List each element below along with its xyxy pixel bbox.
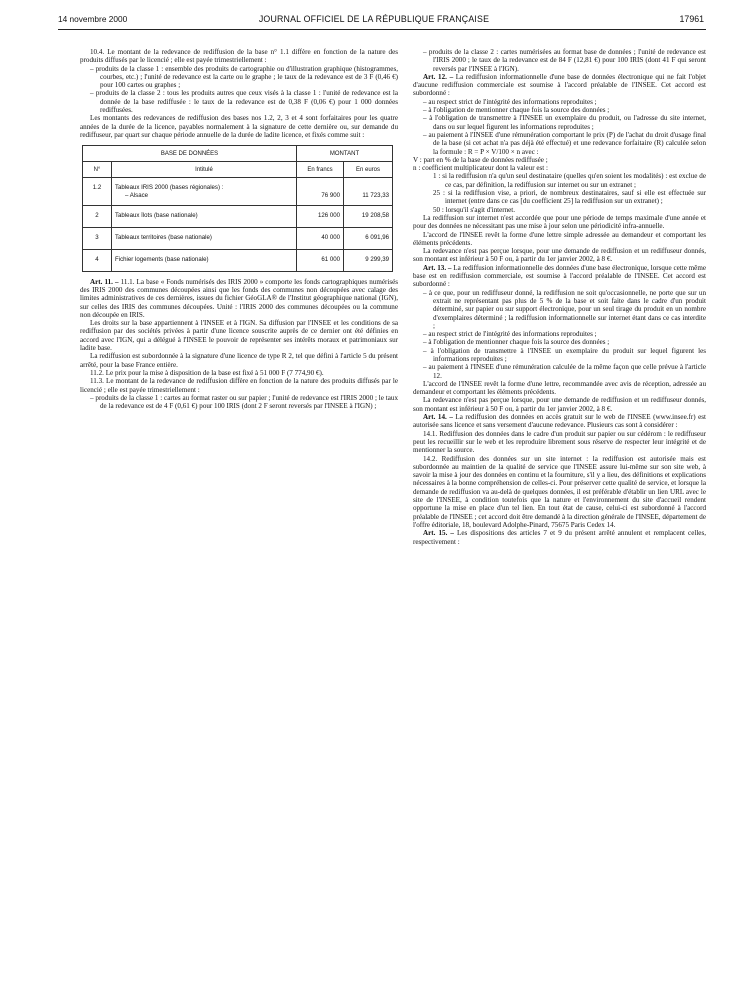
list-item: 25 : si la rediffusion vise, a priori, de nombreux destinataires, sauf si elle est effectuée sur internet (entre dans ce cas [du coefficient 25] la rediffusion sur un extranet) ; [433,189,706,206]
row-no: 2 [83,205,112,227]
row-euros: 19 208,58 [344,205,393,227]
page-header [0,14,748,28]
list-item: – au respect strict de l'intégrité des informations reproduites ; [423,330,597,339]
region-name: – Alsace [125,192,149,200]
paragraph: La redevance n'est pas perçue lorsque, pour une demande de rediffusion et un rediffuseur donnés, son montant est inférieur à 50 F ou, à partir du 1er janvier 2002, à 8 €. [413,396,706,413]
list-item: – produits de la classe 1 : ensemble des produits de cartographie ou d'illustration graphique (histogrammes, courbes, etc.) ; l'unité de redevance est la carte ou le graphe ; le taux de la redevance est de 3 F (0,46 €) pour 100 cartes ou graphes ; [90,64,398,90]
list-item: – à ce que, pour un rediffuseur donné, la rediffusion ne soit qu'occasionnelle, ne porte que sur un extrait ne représentant pas plus de 5 % de la base et soit faite dans le cadre d'un produit déterminé, sur papier ou sur support électronique, pour un seul tirage du produit en un nombre d'exemplaires déterminé ; la rediffusion informationnelle sur internet étant dans ce cas interdite ; [423,288,706,330]
row-no: 4 [83,249,112,271]
paragraph: 11.1. La base « Fonds numérisés des IRIS 2000 » comporte les fonds cartographiques numérisés des IRIS 2000 des communes découpées ainsi que les fonds des communes non découpées avec calage des limites administratives de ces dernières, issues du fichier GéoGLA® de l'Institut géographique national (IGN), sur celles des IRIS des communes découpées. Unité : l'IRIS 2000 des communes découpées ou la commune non découpée en IRIS. [80,277,398,319]
list-item: 50 : lorsqu'il s'agit d'internet. [433,205,516,214]
region-euros [347,192,389,200]
row-title: Tableaux îlots (base nationale) [112,205,297,227]
article-14-heading: Art. 14. – [423,413,453,422]
row-title: Tableaux territoires (base nationale) [112,227,297,249]
paragraph: 11.2. Le prix pour la mise à disposition de la base est fixé à 51 000 F (7 774,90 €). [90,368,324,377]
page-number: 17961 [679,14,704,24]
paragraph: 14.1. Rediffusion des données dans le cadre d'un produit sur papier ou sur cédérom : le rediffuseur peut les recueillir sur le web et les reproduire librement sous réserve de respecter leur intégrité et de mentionner la source. [413,429,706,455]
list-item: – produits de la classe 2 : cartes numérisées au format base de données ; l'unité de redevance est l'IRIS 2000 ; le taux de la redevance est de 84 F (12,81 €) pour 100 IRIS (dont 41 F qui seront reversés par l'INSEE à l'IGN). [423,48,706,73]
list-item: – à l'obligation de mentionner chaque fois la source des données ; [423,106,610,115]
list-item: – au paiement à l'INSEE d'une rémunération calculée de la même façon que celle prévue à l'article 12. [423,363,706,380]
list-item: – à l'obligation de transmettre à l'INSEE un exemplaire du produit sur lequel figurent les informations reproduites ; [423,346,706,363]
col-header-euros: En euros [344,162,393,178]
row-francs: 126 000 [297,205,344,227]
paragraph: L'accord de l'INSEE revêt la forme d'une lettre, recommandée avec avis de réception, adressée au demandeur et comportant les éléments précédents. [413,379,706,397]
row-no: 1.2 [83,178,112,205]
list-item: – produits de la classe 2 : tous les produits autres que ceux visés à la classe 1 : l'unité de redevance est la donnée de la base rediffusée : le taux de la redevance est de 0,38 F (0,06 €) pour 1 000 données rediffusées. [90,89,398,115]
paragraph: Les droits sur la base appartiennent à l'INSEE et à l'IGN. Sa diffusion par l'INSEE et les conditions de sa rediffusion par des sociétés privées à partir d'une licence souscrite auprès de ce dernier ont été définies en accord avec l'IGN, qui a délégué à l'INSEE le pouvoir de représenter ses intérêts moraux et patrimoniaux sur ladite base. [80,319,398,353]
row-francs: 40 000 [297,227,344,249]
list-item: – à l'obligation de mentionner chaque fois la source des données ; [423,338,610,347]
article-15-heading: Art. 15. – [423,529,454,538]
row-euros: 9 299,39 [344,249,393,271]
table-header-montant: MONTANT [297,146,393,162]
col-header-francs: En francs [297,162,344,178]
article-13-heading: Art. 13. – [423,263,452,272]
paragraph: n : coefficient multiplicateur dont la valeur est : [413,164,548,173]
left-column [80,48,398,410]
region-francs-value: 76 900 [321,192,340,200]
journal-title: JOURNAL OFFICIEL DE LA RÉPUBLIQUE FRANÇAISE [258,14,490,24]
paragraph: La rediffusion est subordonnée à la signature d'une licence de type R 2, tel que défini à l'article 5 du présent arrêté, pour la base France entière. [80,352,398,369]
list-item: – à l'obligation de transmettre à l'INSEE un exemplaire du produit, ou l'adresse du site internet, dans ou sur lequel figurent les informations reproduites ; [423,114,706,131]
row-francs: 61 000 [297,249,344,271]
row-no: 3 [83,227,112,249]
paragraph: V : part en % de la base de données rediffusée ; [413,155,548,164]
region-names [115,192,293,200]
table-row [83,205,393,227]
paragraph: 11.3. Le montant de la redevance de rediffusion diffère en fonction de la nature des produits diffusés par le licencié ; elle est payée trimestriellement : [80,377,398,394]
header-rule [58,29,706,30]
paragraph: 10.4. Le montant de la redevance de rediffusion de la base n° 1.1 diffère en fonction de la nature des produits diffusés par le licencié ; elle est payée trimestriellement : [80,48,398,65]
table-row [83,178,393,205]
list-item: – au respect strict de l'intégrité des informations reproduites ; [423,97,597,106]
list-item: – au paiement à l'INSEE d'une rémunération comportant le prix (P) de l'achat du droit d'usage final de la base (si cet achat n'a pas déjà été effectué) et une redevance forfaitaire (R) calculée selon la formule : R = P × V/100 × n avec : [423,130,706,156]
region-euros-value: 11 723,33 [362,192,389,200]
article-12-heading: Art. 12. – [423,72,454,81]
region-francs [300,192,340,200]
col-header-intitule: Intitulé [112,162,297,178]
fees-table [82,145,393,271]
right-column [413,48,706,546]
table-row [83,227,393,249]
list-item: 1 : si la rediffusion n'a qu'un seul destinataire (quelles qu'en soient les modalités) : est exclue de ce cas, par définition, la rediffusion sur internet ou sur un extranet ; [433,172,706,189]
table-header-base: BASE DE DONNÉES [83,146,297,162]
article-11-heading: Art. 11. – [90,277,119,286]
paragraph: 14.2. Rediffusion des données sur un site internet : la rediffusion est autorisée mais est subordonnée au maintien de la qualité de service que l'INSEE assure lui-même sur son site web, à savoir la mise à jour des données en continu et la fourniture, s'il y a lieu, des définitions et explications nécessaires à la bonne compréhension de celles-ci. Pour préserver cette qualité de service, et lorsque la demande de rediffusion va au-delà de quelques données, il est préférable d'établir un lien URL avec le site de l'INSEE, à condition toutefois que la nature et l'environnement du site d'accueil rendent opportune la mise en place d'un tel lien. En tout état de cause, celui-ci est subordonné à l'accord préalable de l'INSEE ; cet accord doit être demandé à la direction générale de l'INSEE, département de l'offre éditoriale, 18, boulevard Adolphe-Pinard, 75675 Paris Cedex 14. [413,454,706,529]
header-date: 14 novembre 2000 [58,14,128,24]
paragraph: La rediffusion sur internet n'est accordée que pour une période de temps maximale d'une année et pour des données ne nécessitant pas une mise à jour selon une périodicité infra-annuelle. [413,213,706,231]
row-title: Tableaux IRIS 2000 (bases régionales) : [115,184,224,192]
row-title: Fichier logements (base nationale) [112,249,297,271]
row-euros: 6 091,96 [344,227,393,249]
col-header-no: N° [83,162,112,178]
paragraph: La redevance n'est pas perçue lorsque, pour une demande de rediffusion et un rediffuseur donnés, son montant est inférieur à 50 F ou, à partir du 1er janvier 2002, à 8 €. [413,247,706,264]
paragraph: La rediffusion des données en accès gratuit sur le web de l'INSEE (www.insee.fr) est autorisée sans licence et sans versement d'aucune redevance. Plusieurs cas sont à considérer : [413,413,706,430]
paragraph: Les montants des redevances de rediffusion des bases nos 1.2, 2, 3 et 4 sont forfaitaires pour les quatre années de la durée de la licence, payables normalement à la signature de cette dernière ou, sur demande du rediffuseur, par quart sur chaque période annuelle de la durée de ladite licence, et fixés comme suit : [80,114,398,139]
paragraph: Les dispositions des articles 7 et 9 du présent arrêté annulent et remplacent celles, respectivement : [413,529,706,546]
table-row [83,249,393,271]
paragraph: La rediffusion informationnelle d'une base de données électronique qui ne fait l'objet d'aucune rediffusion commerciale est soumise à l'accord préalable de l'INSEE. Cet accord est subordonné : [413,72,706,98]
paragraph: La rediffusion informationnelle des données d'une base électronique, lorsque cette même base est en rediffusion commerciale, est soumise à l'accord préalable de l'INSEE. Cet accord est subordonné : [413,263,706,289]
list-item: – produits de la classe 1 : cartes au format raster ou sur papier ; l'unité de redevance est l'IRIS 2000 ; le taux de la redevance est de 4 F (0,61 €) pour 100 IRIS (dont 2 F seront reversés par l'INSEE à l'IGN) ; [90,393,398,411]
paragraph: L'accord de l'INSEE revêt la forme d'une lettre simple adressée au demandeur et comportant les éléments précédents. [413,230,706,247]
